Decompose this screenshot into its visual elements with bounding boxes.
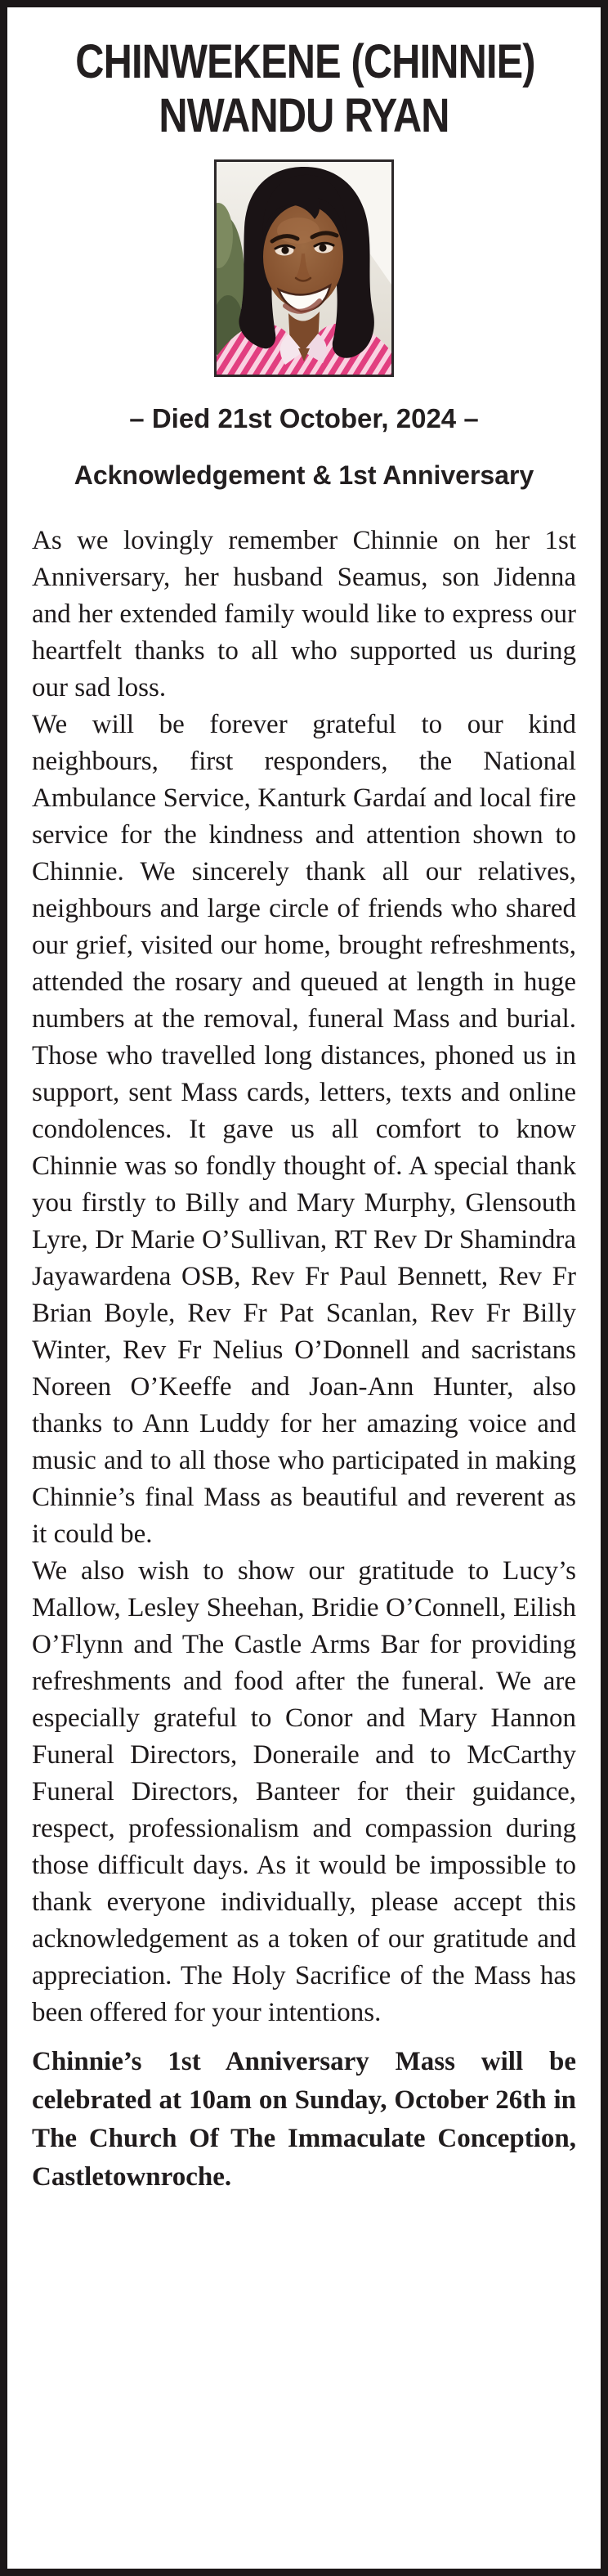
notice-type-heading: Acknowledgement & 1st Anniversary: [74, 460, 534, 490]
portrait-photo: [214, 159, 394, 377]
portrait-illustration: [217, 162, 391, 375]
anniversary-mass-announcement: Chinnie’s 1st Anniversary Mass will be celebrated at 10am on Sunday, October 26th in The Church Of The Immaculate Conception, Castletownroche.: [32, 2047, 576, 2192]
acknowledgement-text: [32, 523, 576, 2197]
deceased-name-heading: [75, 35, 535, 143]
death-date-line: – Died 21st October, 2024 –: [129, 403, 479, 433]
paragraph-responders-and-clergy-thanks: We will be forever grateful to our kind neighbours, first responders, the National Ambulance Service, Kanturk Gardaí and local fire service for the kindness and attention shown to Chinnie. We sincerely thank all our relatives, neighbours and large circle of friends who shared our grief, visited our home, brought refreshments, attended the rosary and queued at length in huge numbers at the removal, funeral Mass and burial. Those who travelled long distances, phoned us in support, sent Mass cards, letters, texts and online condolences. It gave us all comfort to know Chinnie was so fondly thought of. A special thank you firstly to Billy and Mary Murphy, Glensouth Lyre, Dr Marie O’Sullivan, RT Rev Dr Shamindra Jayawardena OSB, Rev Fr Paul Bennett, Rev Fr Brian Boyle, Rev Fr Pat Scanlan, Rev Fr Billy Winter, Rev Fr Nelius O’Donnell and sacristans Noreen O’Keeffe and Joan-Ann Hunter, also thanks to Ann Luddy for her amazing voice and music and to all those who participated in making Chinnie’s final Mass as beautiful and reverent as it could be.: [32, 710, 576, 1549]
deceased-name-line1: CHINWEKENE (CHINNIE): [75, 35, 535, 88]
deceased-name-line2: NWANDU RYAN: [159, 89, 449, 142]
paragraph-hospitality-and-funeral-directors-thanks: We also wish to show our gratitude to Lucy’s Mallow, Lesley Sheehan, Bridie O’Connell, Eilish O’Flynn and The Castle Arms Bar for providing refreshments and food after the funeral. We are especially grateful to Conor and Mary Hannon Funeral Directors, Doneraile and to McCarthy Funeral Directors, Banteer for their guidance, respect, professionalism and compassion during those difficult days. As it would be impossible to thank everyone individually, please accept this acknowledgement as a token of our gratitude and appreciation. The Holy Sacrifice of the Mass has been offered for your intentions.: [32, 1556, 576, 2027]
paragraph-family-thanks: As we lovingly remember Chinnie on her 1st Anniversary, her husband Seamus, son Jidenna and her extended family would like to express our heartfelt thanks to all who supported us during our sad loss.: [32, 526, 576, 702]
